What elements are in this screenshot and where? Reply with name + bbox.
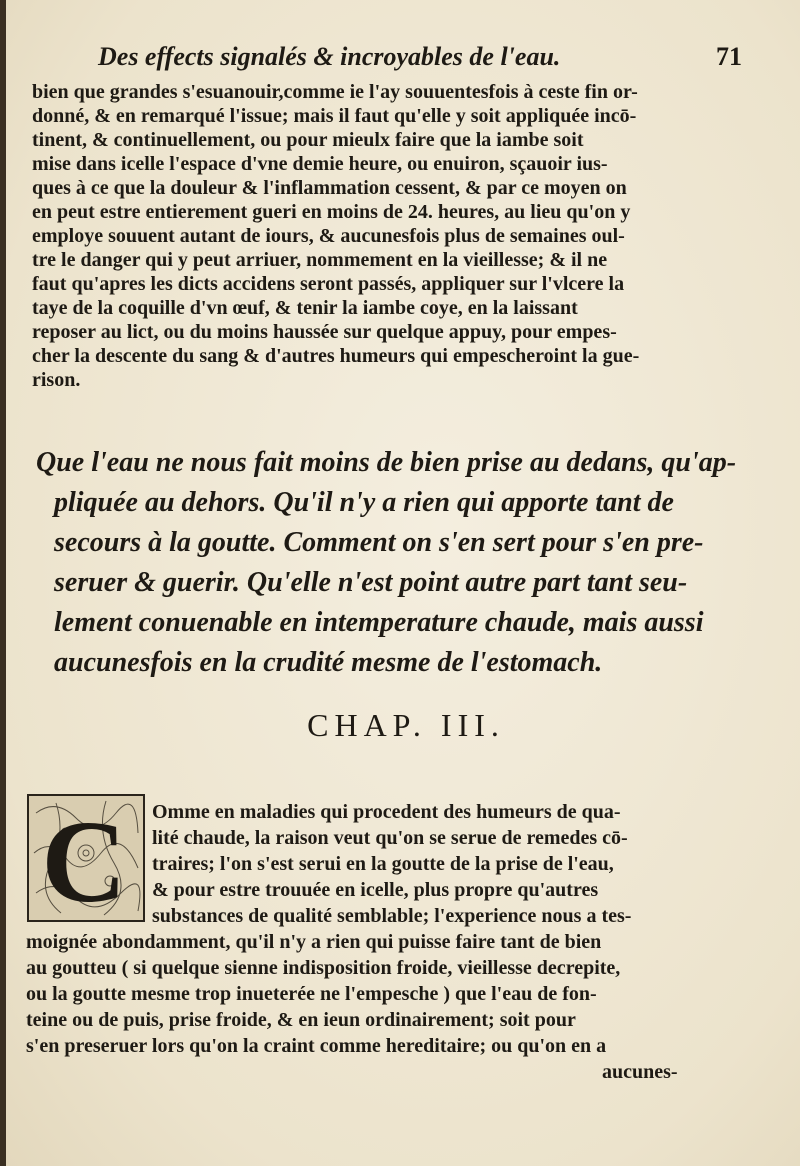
text-line: taye de la coquille d'vn œuf, & tenir la iambe coye, en la laissant — [32, 297, 578, 319]
text-line: moignée abondamment, qu'il n'y a rien qui puisse faire tant de bien — [26, 931, 602, 953]
text-line: faut qu'apres les dicts accidens seront passés, appliquer sur l'vlcere la — [32, 273, 625, 295]
svg-text:C: C — [41, 796, 127, 923]
text-line: lité chaude, la raison veut qu'on se serue de remedes cō- — [152, 827, 628, 849]
text-line: rison. — [32, 369, 81, 391]
page-number: 71 — [716, 42, 742, 71]
page-header — [98, 40, 760, 80]
text-line: substances de qualité semblable; l'experience nous a tes- — [152, 905, 632, 927]
running-title: Des effects signalés & incroyables de l'eau. — [98, 42, 561, 71]
text-line: ou la goutte mesme trop inueterée ne l'empesche ) que l'eau de fon- — [26, 983, 597, 1005]
text-line: bien que grandes s'esuanouir,comme ie l'ay souuentesfois à ceste fin or- — [32, 81, 638, 103]
text-line: traires; l'on s'est serui en la goutte de la prise de l'eau, — [152, 853, 614, 875]
text-line: donné, & en remarqué l'issue; mais il faut qu'elle y soit appliquée incō- — [32, 105, 637, 127]
text-line: en peut estre entierement gueri en moins de 24. heures, au lieu qu'on y — [32, 201, 631, 223]
text-line: cher la descente du sang & d'autres humeurs qui empescheroint la gue- — [32, 345, 640, 367]
text-line: tre le danger qui y peut arriuer, nommement en la vieillesse; & il ne — [32, 249, 608, 271]
text-line: ques à ce que la douleur & l'inflammation cessent, & par ce moyen on — [32, 177, 627, 199]
summary-line: secours à la goutte. Comment on s'en sert pour s'en pre- — [54, 527, 704, 558]
summary-line: seruer & guerir. Qu'elle n'est point autre part tant seu- — [54, 567, 688, 598]
text-line: teine ou de puis, prise froide, & en ieun ordinairement; soit pour — [26, 1009, 576, 1031]
text-line: employe souuent autant de iours, & aucunesfois plus de semaines oul- — [32, 225, 625, 247]
ornamental-initial-icon — [26, 793, 146, 923]
decorated-initial-c — [26, 793, 146, 923]
summary-line: pliquée au dehors. Qu'il n'y a rien qui apporte tant de — [54, 487, 674, 518]
chapter-heading: CHAP. III. — [307, 707, 505, 743]
text-line: s'en preseruer lors qu'on la craint comme hereditaire; ou qu'on en a — [26, 1035, 607, 1057]
summary-line: aucunesfois en la crudité mesme de l'estomach. — [54, 647, 603, 678]
summary-line: lement conuenable en intemperature chaude, mais aussi — [54, 607, 704, 638]
text-line: reposer au lict, ou du moins haussée sur quelque appuy, pour empes- — [32, 321, 617, 343]
text-line: & pour estre trouuée en icelle, plus propre qu'autres — [152, 879, 599, 901]
text-line: tinent, & continuellement, ou pour mieulx faire que la iambe soit — [32, 129, 584, 151]
summary-line: Que l'eau ne nous fait moins de bien prise au dedans, qu'ap- — [36, 447, 737, 478]
text-line: mise dans icelle l'espace d'vne demie heure, ou enuiron, sçauoir ius- — [32, 153, 608, 175]
text-line: Omme en maladies qui procedent des humeurs de qua- — [152, 801, 621, 823]
catchword: aucunes- — [602, 1061, 678, 1083]
text-line: au goutteu ( si quelque sienne indisposition froide, vieillesse decrepite, — [26, 957, 621, 979]
